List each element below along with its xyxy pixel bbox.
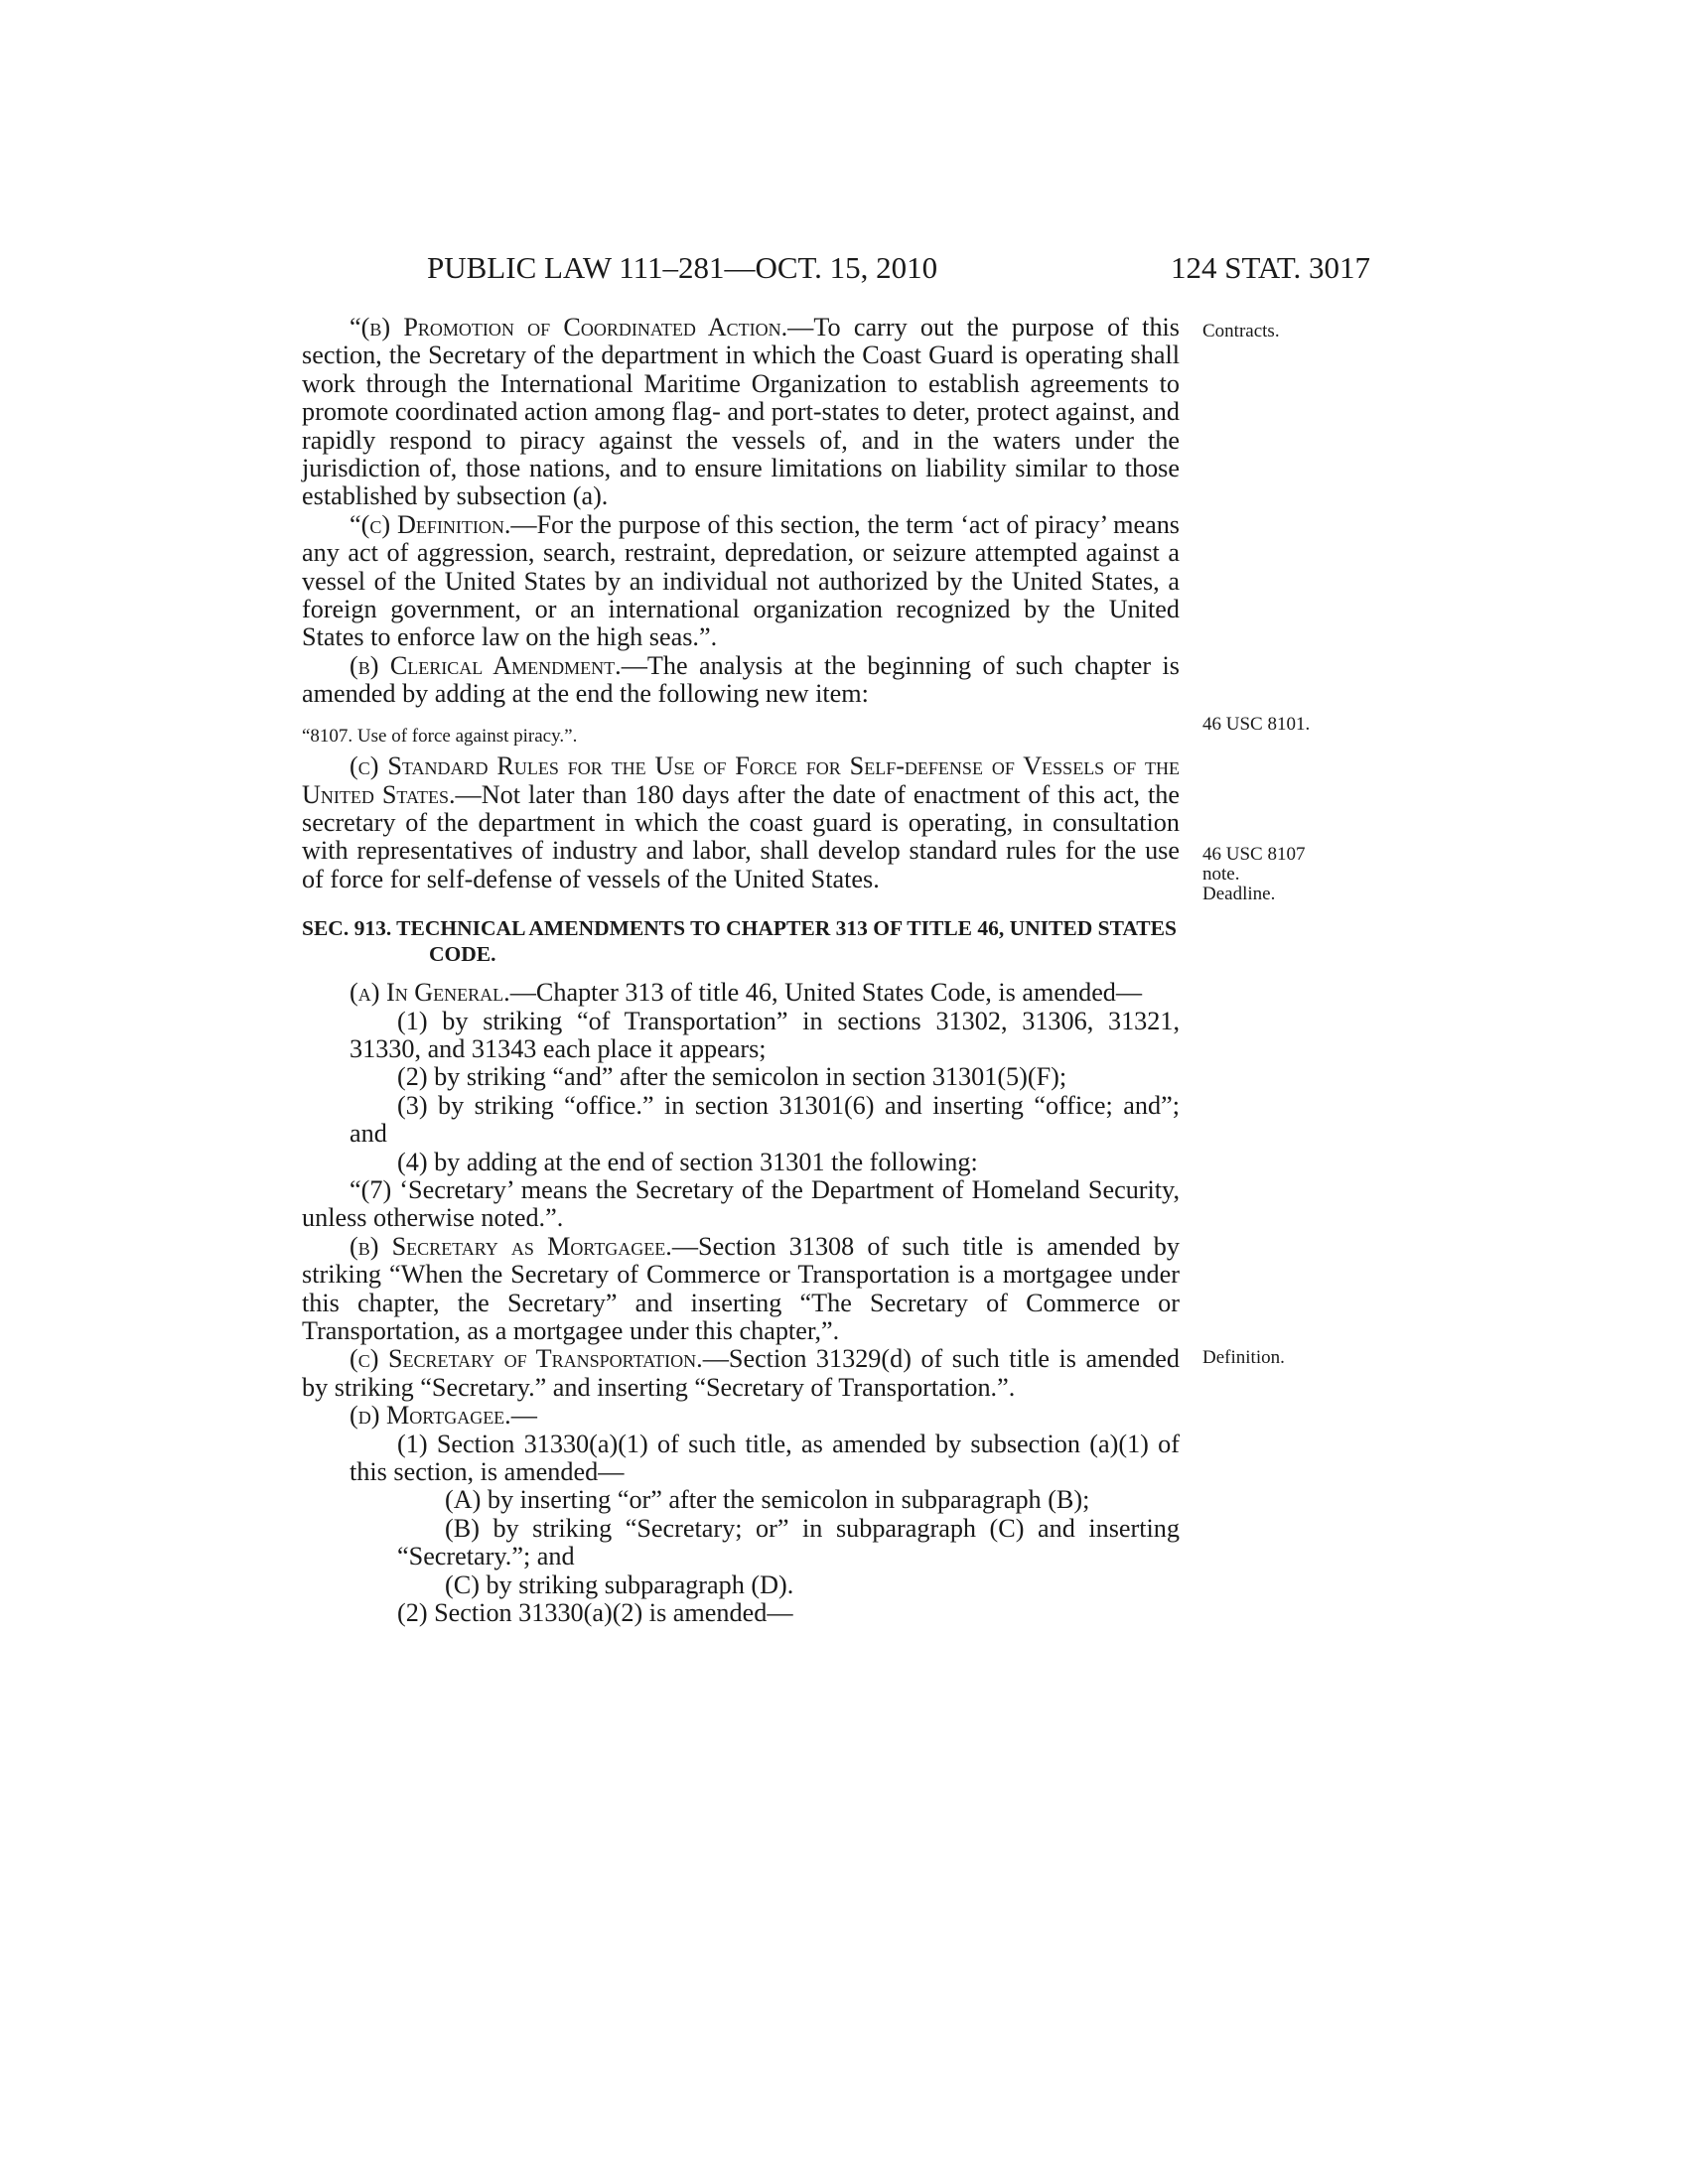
margin-note-note: note.	[1202, 864, 1240, 885]
margin-note-contracts: Contracts.	[1202, 321, 1280, 341]
body-promotion: —To carry out the purpose of this section, the Secretary of the department in which the Coast Guard is operating shall work through the International Maritime Organization to establish agreements to promote coordinated action among flag- and port-states to deter, protect against, and rapidly respond to piracy against the vessels of, and in the waters under the jurisdiction of, those nations, and to ensure limitations on liability similar to those established by subsection (a).	[302, 313, 1181, 511]
paragraph-definition	[302, 511, 1180, 652]
clause-a2: (2) by striking “and” after the semicolon in section 31301(5)(F);	[397, 1062, 1067, 1092]
paragraph-secretary-of-transportation	[302, 1345, 1180, 1402]
paragraph-mortgagee	[302, 1402, 1180, 1430]
body-definition: —For the purpose of this section, the term ‘act of piracy’ means any act of aggression, search, restraint, depredation, or seizure attempted against a vessel of the United States by an individual not authorized by the United States, a foreign government, or an international organization recognized by the United States to enforce law on the high seas.”.	[302, 509, 1180, 652]
paragraph-secretary-as-mortgagee	[302, 1233, 1180, 1346]
paragraph-clerical-amendment	[302, 652, 1180, 709]
margin-note-46-usc-8101: 46 USC 8101.	[1202, 714, 1311, 735]
margin-note-deadline: Deadline.	[1202, 884, 1276, 904]
page-header	[427, 250, 1370, 290]
paragraph-standard-rules	[302, 752, 1180, 893]
paragraph-promotion-of-coordinated-action	[302, 314, 1180, 511]
clause-dA: (A) by inserting “or” after the semicolon in subparagraph (B);	[445, 1485, 1090, 1515]
paragraph-in-general	[302, 979, 1180, 1007]
body-transportation: —Section 31329(d) of such title is amended by striking “Secretary.” and inserting “Secretary of Transportation.”.	[302, 1344, 1180, 1402]
heading-definition: “(c) Definition.	[350, 509, 511, 539]
heading-d-mortgagee: (d) Mortgagee.	[350, 1401, 511, 1431]
margin-note-46-usc-8107	[1202, 845, 1361, 904]
clause-d2: (2) Section 31330(a)(2) is amended—	[397, 1598, 793, 1628]
clause-dB: (B) by striking “Secretary; or” in subparagraph (C) and inserting “Secretary.”; and	[397, 1513, 1180, 1571]
clause-a3: (3) by striking “office.” in section 31301(6) and inserting “office; and”; and	[350, 1090, 1180, 1149]
clause-a4: (4) by adding at the end of section 31301 the following:	[397, 1147, 978, 1176]
heading-clerical: (b) Clerical Amendment.	[350, 650, 622, 680]
table-item-8107: “8107. Use of force against piracy.”.	[302, 725, 578, 747]
body-standard-rules: —Not later than 180 days after the date of enactment of this act, the secretary of the department in which the coast guard is operating, in consultation with representatives of industry and labor, shall develop standard rules for the use of force for self-defense of vessels of the United States.	[302, 779, 1180, 893]
body-mortgagee: —Section 31308 of such title is amended by striking “When the Secretary of Commerce or Transportation is a mortgagee under this chapter, the Secretary” and inserting “The Secretary of Commerce or Transportation, as a mortgagee under this chapter,”.	[302, 1231, 1180, 1345]
heading-mortgagee: (b) Secretary as Mortgagee.	[350, 1231, 672, 1261]
margin-note-46-usc-8107-cite: 46 USC 8107	[1202, 844, 1306, 865]
margin-note-definition: Definition.	[1202, 1347, 1285, 1368]
heading-standard-rules: (c) Standard Rules for the Use of Force for Self-defense of Vessels of the United States.	[302, 751, 1180, 809]
clause-a1: (1) by striking “of Transportation” in sections 31302, 31306, 31321, 31330, and 31343 each place it appears;	[350, 1006, 1180, 1063]
body-in-general: —Chapter 313 of title 46, United States Code, is amended—	[509, 978, 1143, 1008]
clause-dC: (C) by striking subparagraph (D).	[445, 1570, 794, 1599]
body-d-mortgagee: —	[510, 1401, 537, 1431]
heading-transportation: (c) Secretary of Transportation.	[350, 1344, 703, 1374]
header-public-law: PUBLIC LAW 111–281—OCT. 15, 2010	[427, 250, 938, 285]
clause-d1: (1) Section 31330(a)(1) of such title, as amended by subsection (a)(1) of this section, is amended—	[350, 1429, 1180, 1487]
body-clerical: —The analysis at the beginning of such chapter is amended by adding at the end the following new item:	[302, 650, 1180, 709]
section-913-heading: SEC. 913. TECHNICAL AMENDMENTS TO CHAPTER 313 OF TITLE 46, UNITED STATES CODE.	[302, 916, 1177, 967]
heading-promotion: “(b) Promotion of Coordinated Action.	[350, 313, 788, 341]
document-body	[302, 314, 1180, 1627]
clause-a4-quote: “(7) ‘Secretary’ means the Secretary of the Department of Homeland Security, unless otherwise noted.”.	[302, 1174, 1180, 1233]
heading-in-general: (a) In General.	[350, 978, 510, 1008]
header-stat-page: 124 STAT. 3017	[1170, 250, 1370, 285]
